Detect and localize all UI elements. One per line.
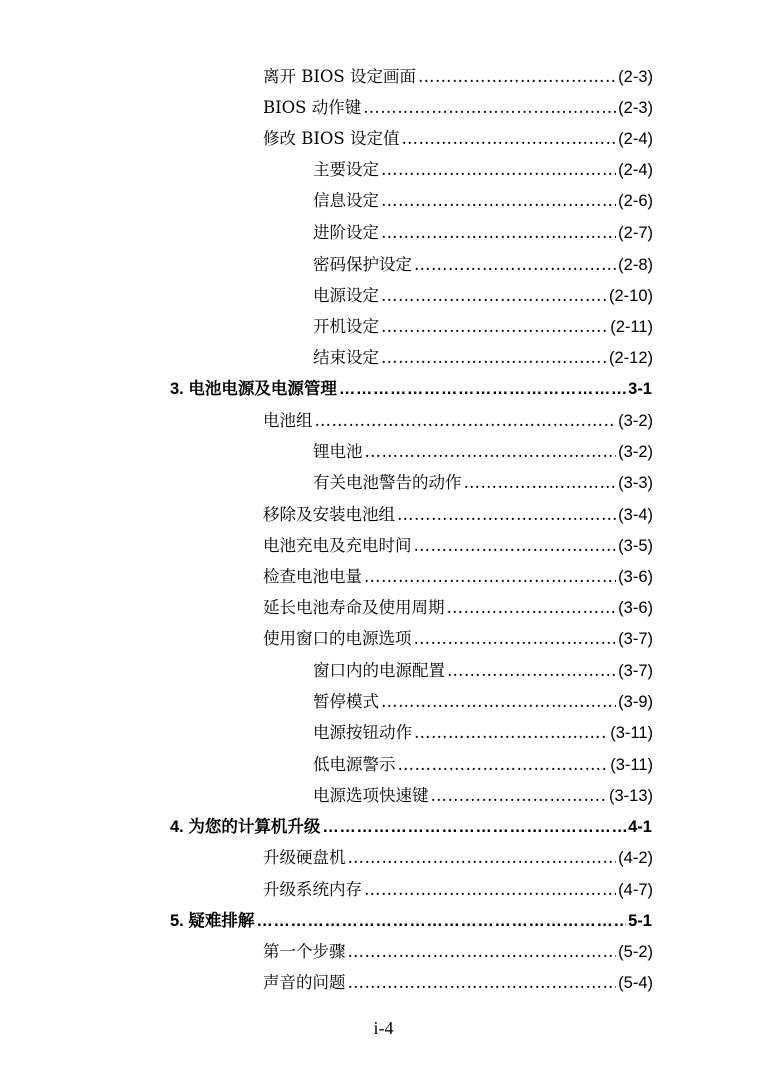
toc-entry[interactable] (263, 66, 653, 88)
leader-dots (364, 566, 616, 588)
toc-chapter-page: 5-1 (628, 912, 652, 930)
toc-entry[interactable] (263, 566, 653, 588)
leader-dots (364, 879, 616, 901)
toc-entry-title: 电池组 (263, 411, 313, 430)
leader-dots (414, 722, 608, 744)
leader-dots (348, 847, 617, 869)
toc-entry[interactable] (313, 441, 653, 463)
toc-entry-title: 电源按钮动作 (313, 723, 412, 742)
leader-dots (363, 97, 616, 119)
toc-entry-page: (2-6) (618, 192, 653, 210)
toc-entry-page: (2-8) (618, 256, 653, 274)
toc-entry[interactable] (263, 941, 653, 963)
leader-dots (414, 535, 617, 557)
toc-entry[interactable] (313, 159, 653, 181)
toc-entry-page: (3-6) (618, 599, 653, 617)
leader-dots (381, 691, 616, 713)
toc-entry-title: BIOS 动作键 (263, 98, 362, 117)
toc-entry-page: (2-12) (608, 349, 653, 367)
toc-entry-page: (2-3) (618, 99, 653, 117)
toc-entry-title: 声音的问题 (263, 973, 346, 992)
toc-entry-title: 离开 BIOS 设定画面 (263, 67, 416, 86)
toc-entry[interactable] (313, 722, 653, 744)
toc-entry-page: (5-4) (618, 974, 653, 992)
leader-dots (365, 441, 617, 463)
toc-entry[interactable] (263, 128, 653, 150)
toc-entry[interactable] (263, 535, 653, 557)
toc-entry[interactable] (313, 222, 653, 244)
leader-dots (381, 285, 607, 307)
toc-entry-title: 第一个步骤 (263, 942, 346, 961)
leader-dots (397, 504, 616, 526)
toc-entry-title: 密码保护设定 (313, 255, 412, 274)
toc-entry[interactable] (313, 190, 653, 212)
leader-dots (256, 910, 626, 932)
toc-chapter[interactable] (170, 378, 652, 400)
toc-chapter-title: 4. 为您的计算机升级 (170, 818, 321, 836)
toc-entry-page: (4-2) (618, 849, 653, 867)
toc-entry-page: (3-6) (618, 568, 653, 586)
toc-entry-title: 进阶设定 (313, 223, 379, 242)
toc-entry-page: (4-7) (618, 881, 653, 899)
toc-entry[interactable] (263, 879, 653, 901)
toc-entry[interactable] (313, 254, 653, 276)
toc-entry-page: (3-7) (618, 662, 653, 680)
leader-dots (447, 660, 616, 682)
toc-entry-title: 低电源警示 (313, 755, 396, 774)
leader-dots (381, 347, 607, 369)
toc-entry[interactable] (263, 97, 653, 119)
toc-entry[interactable] (263, 597, 653, 619)
leader-dots (414, 628, 617, 650)
leader-dots (414, 254, 616, 276)
toc-entry-page: (3-5) (618, 537, 653, 555)
toc-entry-page: (3-4) (618, 506, 653, 524)
toc-entry-title: 窗口内的电源配置 (313, 661, 445, 680)
toc-chapter[interactable] (170, 816, 652, 838)
toc-chapter-title: 3. 电池电源及电源管理 (170, 380, 337, 398)
toc-entry-title: 信息设定 (313, 191, 379, 210)
toc-entry-page: (2-4) (618, 130, 653, 148)
toc-entry-page: (5-2) (618, 943, 653, 961)
toc-entry-page: (3-11) (610, 756, 653, 774)
toc-entry-title: 开机设定 (313, 317, 379, 336)
leader-dots (381, 159, 616, 181)
toc-entry[interactable] (263, 972, 653, 994)
toc-entry[interactable] (263, 847, 653, 869)
leader-dots (322, 816, 626, 838)
leader-dots (381, 316, 608, 338)
toc-entry-page: (2-7) (618, 224, 653, 242)
toc-entry-title: 使用窗口的电源选项 (263, 629, 412, 648)
toc-entry[interactable] (313, 660, 653, 682)
toc-entry[interactable] (263, 504, 653, 526)
leader-dots (401, 128, 616, 150)
toc-entry-title: 检查电池电量 (263, 567, 362, 586)
toc-entry-page: (3-9) (618, 693, 653, 711)
toc-entry-title: 电源选项快速键 (313, 786, 429, 805)
toc-entry-page: (2-11) (610, 318, 653, 336)
leader-dots (348, 941, 617, 963)
toc-entry[interactable] (313, 285, 653, 307)
toc-chapter-page: 4-1 (628, 818, 652, 836)
toc-entry-title: 电源设定 (313, 286, 379, 305)
leader-dots (464, 472, 617, 494)
toc-entry[interactable] (313, 691, 653, 713)
toc-entry-title: 移除及安装电池组 (263, 505, 395, 524)
toc-entry-page: (3-2) (618, 412, 653, 430)
toc-entry[interactable] (313, 316, 653, 338)
leader-dots (348, 972, 617, 994)
leader-dots (447, 597, 617, 619)
leader-dots (398, 754, 609, 776)
toc-entry-page: (3-13) (608, 787, 653, 805)
leader-dots (315, 410, 617, 432)
leader-dots (381, 222, 616, 244)
toc-entry-title: 结束设定 (313, 348, 379, 367)
toc-entry-page: (2-3) (618, 68, 653, 86)
toc-entry-title: 有关电池警告的动作 (313, 473, 462, 492)
toc-entry-page: (2-10) (608, 287, 653, 305)
leader-dots (381, 190, 616, 212)
toc-entry-title: 锂电池 (313, 442, 363, 461)
toc-entry-title: 升级系统内存 (263, 880, 362, 899)
toc-entry-title: 电池充电及充电时间 (263, 536, 412, 555)
toc-chapter-title: 5. 疑难排解 (170, 912, 255, 930)
toc-entry[interactable] (263, 410, 653, 432)
toc-entry-page: (3-3) (618, 474, 653, 492)
toc-entry-title: 暂停模式 (313, 692, 379, 711)
page-number: i-4 (373, 1018, 394, 1038)
toc-entry[interactable] (313, 347, 653, 369)
toc-entry-title: 延长电池寿命及使用周期 (263, 598, 445, 617)
toc-entry[interactable] (313, 754, 653, 776)
toc-chapter[interactable] (170, 910, 652, 932)
toc-entry-title: 升级硬盘机 (263, 848, 346, 867)
leader-dots (418, 66, 616, 88)
toc-entry[interactable] (263, 628, 653, 650)
toc-chapter-page: 3-1 (628, 380, 652, 398)
toc-entry[interactable] (313, 472, 653, 494)
toc-entry-page: (3-2) (618, 443, 653, 461)
toc-entry-page: (2-4) (618, 161, 653, 179)
toc-entry-title: 主要设定 (313, 160, 379, 179)
toc-entry-page: (3-7) (618, 630, 653, 648)
toc-entry-page: (3-11) (610, 724, 653, 742)
toc-entry-title: 修改 BIOS 设定值 (263, 129, 400, 148)
leader-dots (431, 785, 607, 807)
leader-dots (339, 378, 626, 400)
toc-entry[interactable] (313, 785, 653, 807)
